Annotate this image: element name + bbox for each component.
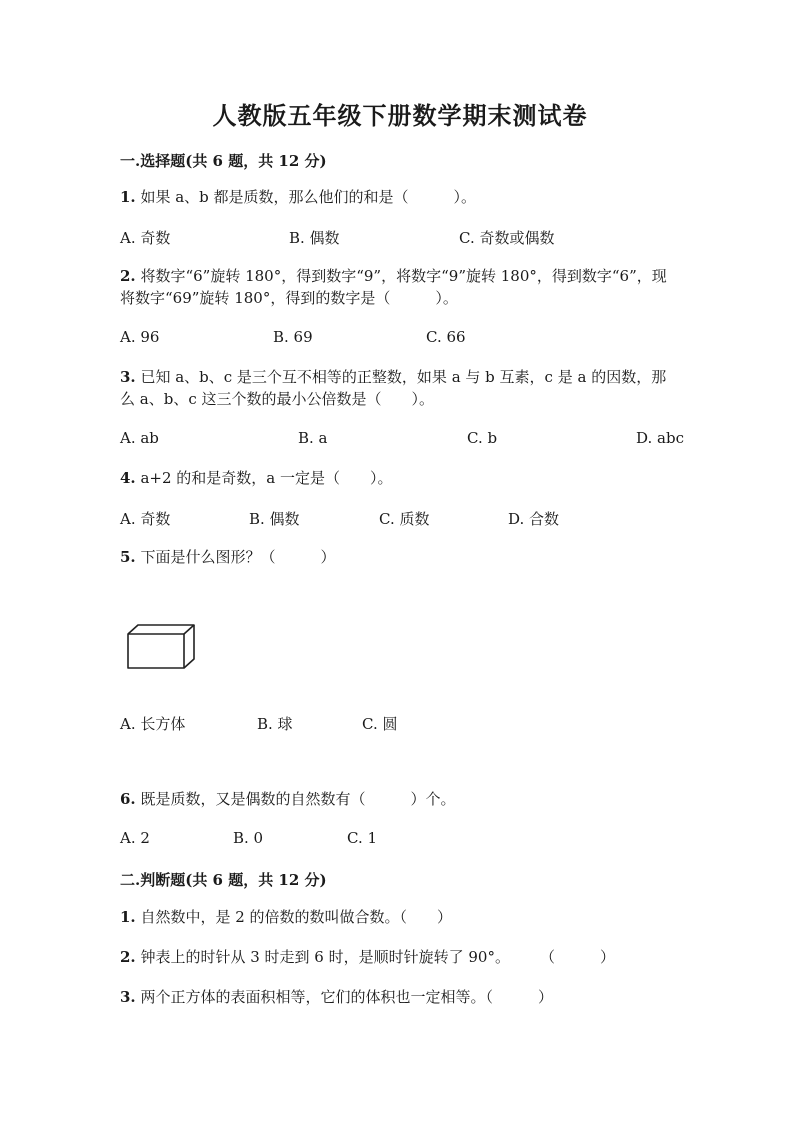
section-heading-judgment: 二.判断题(共 6 题，共 12 分) bbox=[120, 871, 327, 889]
option-c: C. 圆 bbox=[362, 715, 398, 733]
option-c: C. 奇数或偶数 bbox=[459, 229, 555, 247]
option-c: C. b bbox=[467, 429, 498, 447]
option-a: A. ab bbox=[120, 429, 159, 447]
question-number: 3. bbox=[120, 988, 136, 1006]
options-4 bbox=[120, 508, 700, 530]
option-a: A. 奇数 bbox=[120, 510, 171, 528]
question-number: 6. bbox=[120, 790, 136, 808]
option-c: C. 质数 bbox=[379, 510, 430, 528]
cuboid-side-face bbox=[184, 625, 194, 668]
option-b: B. 偶数 bbox=[249, 510, 300, 528]
question-text: 两个正方体的表面积相等，它们的体积也一定相等。（ ） bbox=[135, 988, 553, 1006]
question-text: 已知 a、b、c 是三个互不相等的正整数，如果 a 与 b 互素，c 是 a 的因数，那么 a、b、c 这三个数的最小公倍数是（ ）。 bbox=[120, 368, 667, 408]
option-d: D. 合数 bbox=[508, 510, 560, 528]
judgment-question-1 bbox=[120, 906, 680, 928]
question-1 bbox=[120, 186, 680, 208]
question-number: 5. bbox=[120, 548, 136, 566]
question-6 bbox=[120, 788, 680, 810]
option-a: A. 96 bbox=[120, 328, 160, 346]
question-text: 如果 a、b 都是质数，那么他们的和是（ ）。 bbox=[135, 188, 477, 206]
question-text: 下面是什么图形？（ ） bbox=[135, 548, 336, 566]
question-number: 2. bbox=[120, 267, 136, 285]
option-b: B. 0 bbox=[233, 829, 264, 847]
question-3 bbox=[120, 366, 680, 410]
option-c: C. 66 bbox=[426, 328, 466, 346]
question-text: 将数字“6”旋转 180°，得到数字“9”，将数字“9”旋转 180°，得到数字“6”，现将数字“69”旋转 180°，得到的数字是（ ）。 bbox=[120, 267, 667, 307]
question-text: 钟表上的时针从 3 时走到 6 时，是顺时针旋转了 90°。 （ ） bbox=[135, 948, 615, 966]
cuboid-figure bbox=[124, 622, 200, 672]
option-a: A. 长方体 bbox=[120, 715, 186, 733]
option-b: B. 偶数 bbox=[289, 229, 340, 247]
question-number: 3. bbox=[120, 368, 136, 386]
question-5 bbox=[120, 546, 680, 568]
option-a: A. 2 bbox=[120, 829, 150, 847]
judgment-question-3 bbox=[120, 986, 680, 1008]
question-number: 2. bbox=[120, 948, 136, 966]
question-text: 自然数中，是 2 的倍数的数叫做合数。（ ） bbox=[135, 908, 453, 926]
judgment-question-2 bbox=[120, 946, 680, 968]
options-3 bbox=[120, 429, 700, 451]
page-title: 人教版五年级下册数学期末测试卷 bbox=[212, 101, 588, 130]
cuboid-front-face bbox=[128, 634, 184, 668]
question-2 bbox=[120, 265, 680, 309]
section-heading-choice: 一.选择题(共 6 题，共 12 分) bbox=[120, 152, 327, 170]
option-b: B. 69 bbox=[273, 328, 313, 346]
question-text: a+2 的和是奇数，a 一定是（ ）。 bbox=[135, 469, 393, 487]
question-number: 1. bbox=[120, 188, 136, 206]
option-b: B. a bbox=[298, 429, 328, 447]
options-1 bbox=[120, 227, 700, 249]
options-5 bbox=[120, 713, 700, 735]
question-text: 既是质数，又是偶数的自然数有（ ）个。 bbox=[135, 790, 456, 808]
option-d: D. abc bbox=[636, 429, 684, 447]
question-4 bbox=[120, 467, 680, 489]
option-c: C. 1 bbox=[347, 829, 378, 847]
option-a: A. 奇数 bbox=[120, 229, 171, 247]
options-2 bbox=[120, 328, 700, 350]
question-number: 1. bbox=[120, 908, 136, 926]
question-number: 4. bbox=[120, 469, 136, 487]
option-b: B. 球 bbox=[257, 715, 293, 733]
cuboid-top-face bbox=[128, 625, 194, 634]
options-6 bbox=[120, 829, 700, 851]
